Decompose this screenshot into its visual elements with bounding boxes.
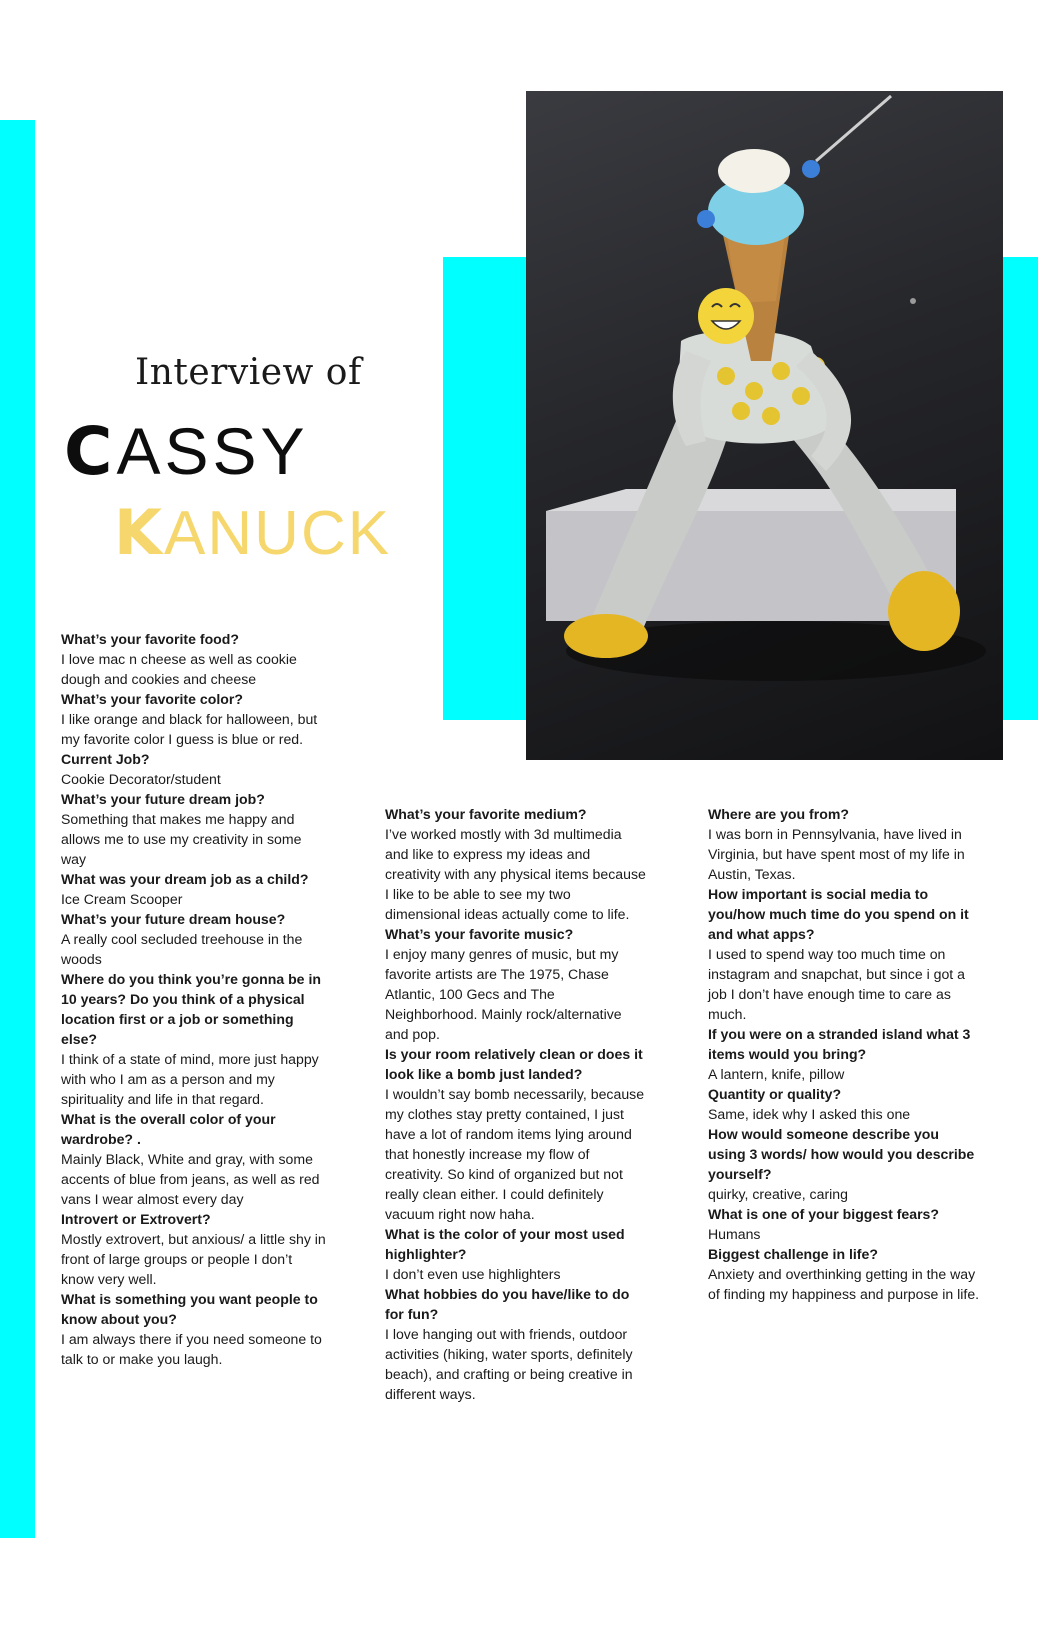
last-name-initial: K: [114, 496, 165, 569]
qa-column-2: [385, 804, 647, 1404]
answer: Mostly extrovert, but anxious/ a little shy in front of large groups or people I don’t know very well.: [61, 1231, 326, 1287]
answer: I wouldn’t say bomb necessarily, because my clothes stay pretty contained, I just have a lot of random items lying around that honestly increase my flow of creativity. So kind of organized but not really clean either. I could definitely vacuum right now haha.: [385, 1086, 645, 1222]
first-name: [64, 413, 309, 490]
answer: I am always there if you need someone to talk to or make you laugh.: [61, 1331, 322, 1367]
answer: Something that makes me happy and allows me to use my creativity in some way: [61, 811, 302, 867]
first-name-initial: C: [64, 413, 117, 490]
question: How important is social media to you/how much time do you spend on it and what apps?: [708, 886, 969, 942]
question: What’s your favorite food?: [61, 631, 240, 647]
answer: I used to spend way too much time on instagram and snapchat, but since i got a job I don’t have enough time to care as much.: [708, 946, 965, 1022]
answer: I think of a state of mind, more just happy with who I am as a person and my spirituality and life in that regard.: [61, 1051, 319, 1107]
question: What is one of your biggest fears?: [708, 1206, 940, 1222]
answer: Same, idek why I asked this one: [708, 1106, 911, 1122]
last-name: [114, 496, 392, 569]
photo-illustration-icon: [526, 91, 1003, 760]
question: How would someone describe you using 3 words/ how would you describe yourself?: [708, 1126, 975, 1182]
answer: I don’t even use highlighters: [385, 1266, 561, 1282]
answer: I was born in Pennsylvania, have lived in Virginia, but have spent most of my life in Austin, Texas.: [708, 826, 965, 882]
question: If you were on a stranded island what 3 items would you bring?: [708, 1026, 971, 1062]
question: What is the overall color of your wardrobe? .: [61, 1111, 276, 1147]
answer: A really cool secluded treehouse in the woods: [61, 931, 303, 967]
qa-column-1: [61, 629, 326, 1369]
question: What’s your future dream house?: [61, 911, 286, 927]
answer: Mainly Black, White and gray, with some accents of blue from jeans, as well as red vans I wear almost every day: [61, 1151, 320, 1207]
answer: Humans: [708, 1226, 761, 1242]
answer: I love mac n cheese as well as cookie dough and cookies and cheese: [61, 651, 297, 687]
question: What was your dream job as a child?: [61, 871, 309, 887]
question: Biggest challenge in life?: [708, 1246, 878, 1262]
question: Is your room relatively clean or does it look like a bomb just landed?: [385, 1046, 643, 1082]
answer: A lantern, knife, pillow: [708, 1066, 845, 1082]
question: Current Job?: [61, 751, 150, 767]
cyan-accent-bar: [0, 120, 35, 1538]
first-name-rest: ASSY: [116, 414, 309, 488]
question: Introvert or Extrovert?: [61, 1211, 211, 1227]
question: What’s your favorite music?: [385, 926, 574, 942]
question: What is something you want people to know about you?: [61, 1291, 318, 1327]
answer: I like orange and black for halloween, but my favorite color I guess is blue or red.: [61, 711, 318, 747]
qa-column-3: [708, 804, 980, 1304]
question: Where do you think you’re gonna be in 10 years? Do you think of a physical location first or a job or something else?: [61, 971, 321, 1047]
question: What hobbies do you have/like to do for fun?: [385, 1286, 630, 1322]
question: Where are you from?: [708, 806, 849, 822]
answer: quirky, creative, caring: [708, 1186, 848, 1202]
question: What’s your favorite color?: [61, 691, 243, 707]
answer: Anxiety and overthinking getting in the way of finding my happiness and purpose in life.: [708, 1266, 980, 1302]
answer: I love hanging out with friends, outdoor activities (hiking, water sports, definitely beach), and crafting or being creative in different ways.: [385, 1326, 633, 1402]
question: Quantity or quality?: [708, 1086, 842, 1102]
ice-cream-figure-photo: [526, 91, 1003, 760]
last-name-rest: ANUCK: [164, 499, 392, 568]
question: What is the color of your most used highlighter?: [385, 1226, 625, 1262]
answer: Cookie Decorator/student: [61, 771, 221, 787]
interview-heading: Interview of: [135, 352, 362, 393]
question: What’s your future dream job?: [61, 791, 265, 807]
answer: I’ve worked mostly with 3d multimedia and like to express my ideas and creativity with any physical items because I like to be able to see my two dimensional ideas actually come to life.: [385, 826, 646, 922]
question: What’s your favorite medium?: [385, 806, 587, 822]
answer: I enjoy many genres of music, but my favorite artists are The 1975, Chase Atlantic, 100 Gecs and The Neighborhood. Mainly rock/alternative and pop.: [385, 946, 622, 1042]
answer: Ice Cream Scooper: [61, 891, 183, 907]
